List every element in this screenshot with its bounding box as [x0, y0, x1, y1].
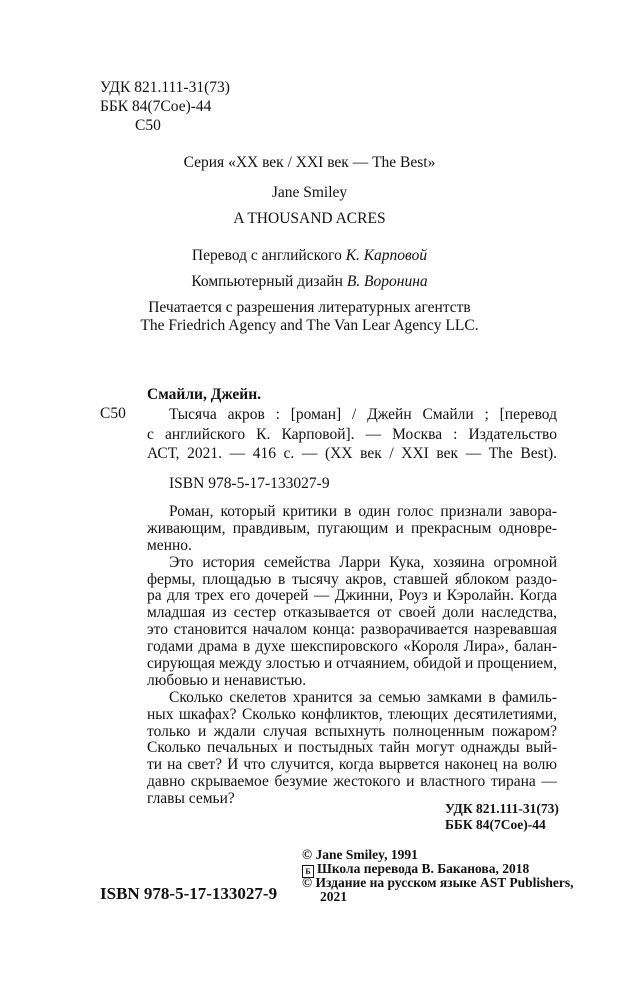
annotation-line: годами драма в духе шекспировского «Короля Лира», балан- — [147, 638, 557, 656]
catalog-mark: С50 — [100, 405, 126, 422]
original-author: Jane Smiley — [271, 184, 348, 201]
footer-udk: УДК 821.111-31(73) — [445, 801, 559, 816]
annotation-line: младшая из сестер отказывается от своей доли наследства, — [147, 604, 557, 622]
footer-bbk: ББК 84(7Сое)-44 — [445, 817, 546, 832]
catalog-line: АСТ, 2021. — 416 с. — (XX век / XXI век — The Best). — [147, 445, 557, 462]
school-logo-icon: Б — [302, 865, 314, 878]
designer-label: Компьютерный дизайн — [191, 273, 343, 290]
copyright-translation-text: Школа перевода В. Баканова, 2018 — [317, 861, 530, 876]
annotation-line: Сколько печальных и постыдных тайн могут однажды вый- — [147, 739, 557, 757]
catalog-entry — [147, 405, 557, 464]
copyright-edition: © Издание на русском языке AST Publishers, — [302, 875, 574, 890]
translator-name: К. Карповой — [345, 247, 428, 264]
annotation-line: Сколько скелетов хранится за семью замками в фамиль- — [169, 688, 557, 706]
annotation-line: любовью и ненавистью. — [147, 671, 307, 689]
annotation-line: главы семьи? — [147, 790, 235, 808]
udk-code: УДК 821.111-31(73) — [100, 79, 230, 96]
annotation-line: сирующая между злостью и отчаянием, обидой и прощением, — [147, 655, 557, 673]
annotation-line: живающим, правдивым, пугающим и прекрасным одновре- — [147, 519, 557, 537]
annotation-line: Это история семейства Ларри Кука, хозяина огромной — [169, 553, 557, 571]
permission-line-2: The Friedrich Agency and The Van Lear Agency LLC. — [140, 317, 479, 334]
catalog-heading: Смайли, Джейн. — [147, 386, 262, 403]
isbn-bottom: ISBN 978-5-17-133027-9 — [100, 884, 278, 903]
author-mark: С50 — [135, 117, 161, 134]
annotation-line: это становится началом конца: разворачивается назревавшая — [147, 621, 557, 639]
annotation — [147, 504, 557, 808]
annotation-paragraph — [147, 690, 557, 808]
annotation-line: фермы, площадью в тысячу акров, ставшей яблоком раздо- — [147, 570, 557, 588]
original-title: A THOUSAND ACRES — [233, 210, 386, 227]
annotation-line: менно. — [147, 536, 192, 554]
permission-line-1: Печатается с разрешения литературных агентств — [148, 299, 471, 316]
catalog-isbn: ISBN 978-5-17-133027-9 — [169, 475, 330, 492]
annotation-line: Роман, который критики в один голос признали завора- — [169, 503, 557, 520]
annotation-line: только и ждали случая вспыхнуть полноценным пожаром? — [147, 722, 557, 740]
annotation-line: ти на свет? И что случится, когда вырвется наконец на волю — [147, 756, 557, 774]
annotation-paragraph — [147, 504, 557, 555]
translator-credit — [0, 247, 619, 265]
series-title: Серия «XX век / XXI век — The Best» — [183, 154, 436, 171]
annotation-line: давно скрываемое безумие жестокого и властного тирана — — [147, 773, 557, 791]
copyright-author: © Jane Smiley, 1991 — [302, 847, 418, 862]
annotation-paragraph — [147, 555, 557, 690]
copyright-edition-year: 2021 — [320, 889, 347, 904]
catalog-line: с английского К. Карповой]. — Москва : Издательство — [147, 425, 557, 443]
catalog-line: Тысяча акров : [роман] / Джейн Смайли ; [перевод — [169, 406, 557, 423]
designer-credit — [0, 273, 619, 291]
bbk-code: ББК 84(7Сое)-44 — [100, 98, 212, 115]
designer-name: В. Воронина — [346, 273, 428, 290]
translator-label: Перевод с английского — [191, 247, 342, 264]
annotation-line: ных шкафах? Сколько конфликтов, тлеющих десятилетиями, — [147, 705, 557, 723]
annotation-line: ра для трех его дочерей — Джинни, Роуз и Кэролайн. Когда — [147, 587, 557, 605]
